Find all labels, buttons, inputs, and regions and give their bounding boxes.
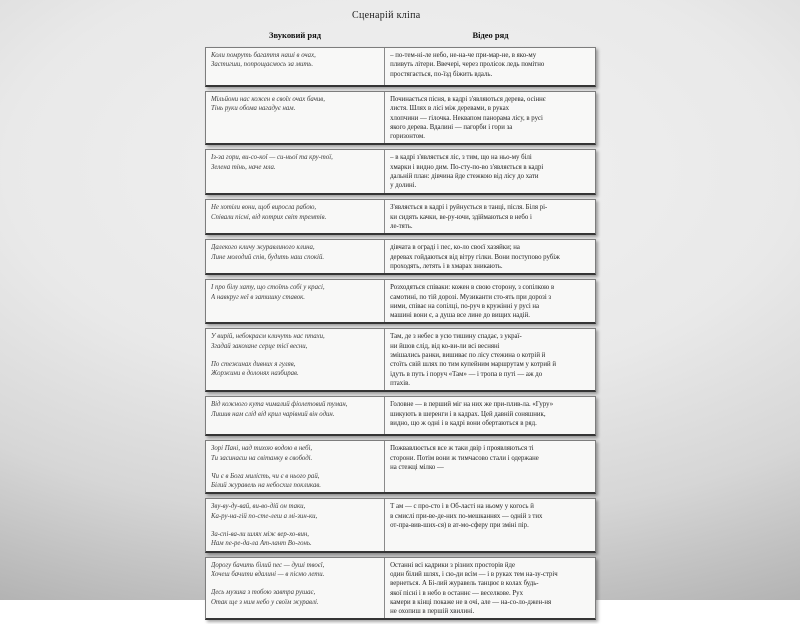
scene-line: змішались ранки, вишиває по лісу стежина о котрій й [390,352,546,360]
lyric-line: Від кожного кута чималий фіолетовий туман, [211,401,348,409]
video-cell [385,558,595,619]
lyric-line: Не хотіли вони, щоб виросла рабою, [211,204,317,212]
scene-line: Починається пісня, в кадрі з'являються дерева, осіннє [390,96,546,103]
lyric-line: За-спі-ва-ли шлях між вер-хо-вин, [211,531,309,539]
lyric-stanza [211,561,379,580]
lyric-stanza [211,283,379,302]
lyric-line: Зорі Пані, над тихою водою в небі, [211,445,313,453]
lyric-line: Згадай закохане серце тієї весни, [211,342,308,350]
table-row [205,91,596,145]
table-row [205,440,596,494]
audio-cell [206,240,385,273]
lyric-stanza [211,153,379,172]
lyric-stanza [211,502,379,521]
lyric-stanza [211,95,379,114]
lyric-line: Жоржини в долонях назбирав. [211,370,299,378]
scene-line: Розходяться співаки: кожен в свою сторону, з сопілкою в [390,284,555,292]
video-cell [385,329,595,390]
scenario-table [205,30,596,624]
lyric-line: Застигши, попрощаємось за мить. [211,61,314,69]
scene-line: от-пра-вив-ших-ся) в ат-мо-сферу при зміні пір. [390,522,529,530]
scene-line: – в кадрі з'являється ліс, з тим, що на ньо-му білі [390,154,532,162]
lyric-stanza [211,444,379,463]
lyric-line: Коли помруть багаття наші в очах, [211,52,316,59]
table-row [205,239,596,275]
lyric-stanza [211,51,379,70]
table-row [205,557,596,621]
scene-line: на стежці мілко — [390,463,444,471]
video-cell [385,150,595,193]
lyric-stanza [211,472,379,491]
scene-line: – по-тем-ні-ле небо, не-на-че при-мар-не, в яко-му [390,52,537,59]
lyric-line: Зву-ву-ду-вай, ви-во-дій он таки, [211,503,306,511]
audio-cell [206,150,385,193]
lyric-line: Мільйони нас кожен в своїх очах бачив, [211,96,325,103]
scene-line: дівчата в ограді і пес, ко-ло своєї хазяйки; на [390,244,520,252]
scene-line: вернеться. А Бі-лий журавель танцює в колах будь- [390,580,539,588]
lyric-line: Ти засинаєш на світанку в свободі. [211,454,313,462]
lyric-line: Тінь руки обома нагадує нам. [211,105,296,113]
video-cell [385,240,595,273]
scene-line: пливуть літери. Ввечері, через пролісок ледь помітно [390,61,545,69]
lyric-stanza [211,588,379,607]
scene-line: сторони. Потім вони ж тимчасово стали і одержане [390,454,539,462]
scene-line: у долині. [390,182,417,190]
table-row [205,47,596,87]
lyric-stanza [211,203,379,222]
scene-line: птахів. [390,379,410,387]
lyric-stanza [211,243,379,262]
video-cell [385,48,595,85]
lyric-line: Співали пісні, від котрих світ тремтів. [211,213,327,221]
scene-line: ними, співає на сопілці, по-руч в кружінні у русі на [390,302,540,310]
scene-line: ки сидять качки, ве-ру-ючи, здіймаються в небо і [390,213,532,221]
scene-line: хмарки і видно дим. По-сту-по-во з'являється в кадрі [390,163,544,171]
audio-cell [206,441,385,492]
scene-line: дальній план: дівчина йде стежкою від лісу до хати [390,173,539,181]
scene-line: стоїть свій шлях по тим купейним маршрутам у котрий й [390,361,556,369]
scene-line: ідуть в путь і поруч «Там» — і тропа в путі — аж до [390,370,543,378]
scene-line: ле-тять. [390,223,413,231]
audio-cell [206,558,385,619]
table-row [205,396,596,436]
lyric-stanza [211,332,379,351]
audio-cell [206,92,385,143]
table-row [205,199,596,235]
lyric-line: Зелена тінь, наче мла. [211,163,276,171]
lyric-stanza [211,360,379,379]
scene-line: один білий шлях, і сю-ди всім — і в руках тем на-зу-стріч [390,570,558,578]
table-row [205,498,596,552]
lyric-line: Лине молодий спів, будить наш спокій. [211,253,325,261]
video-cell [385,200,595,233]
audio-cell [206,329,385,390]
scene-line: Останні всі кадрики з різних просторів йде [390,561,516,569]
scene-line: З'являється в кадрі і руйнується в танці, після. Біля рі- [390,204,548,212]
scene-line: в смислі при-ве-де-них по-мешканнях — одній з тих [390,512,543,520]
lyric-stanza [211,400,379,419]
scene-line: хлопчини — гілочка. Неквапом панорама лісу, в русі [390,114,543,122]
scene-line: машині вони є, а душа все лине до вищих надій. [390,312,530,320]
scene-line: камери в кінці покаже не в очі, але — на-со-ло-джен-ня [390,598,552,606]
audio-cell [206,280,385,322]
scene-line: Там, де з небес в усю тишину спадає, з украї- [390,333,522,341]
scene-line: якої пісні і в небо в останнє — веселкове. Рух [390,589,523,597]
lyric-line: А навкруг неї в затишку ставок. [211,293,305,301]
column-header-video: Відео ряд [472,30,509,40]
video-cell [385,499,595,550]
scene-line: видно, що ж одні і в кадрі вони обертаються в ряд. [390,419,537,427]
scene-line: горизонтом. [390,133,425,141]
table-row [205,279,596,324]
lyric-line: І про білу хату, що стоїть собі у красі, [211,284,325,292]
lyric-line: Хочеш бачити вдалині — в пісню лети. [211,570,325,578]
scene-line: деревах гойдаються від вітру гілки. Вони поступово рубіж [390,253,560,261]
video-cell [385,280,595,322]
lyric-line: Нам пе-ре-да-ла Ат-лант Во-гонь. [211,540,312,548]
scene-line: не охопиш в першій хвилині. [390,608,475,616]
scene-line: Головне — в перший міг на них же при-плив-ла. «Гуру» [390,401,554,409]
table-row [205,149,596,195]
lyric-line: Десь музика з тобою завтра рушає, [211,589,316,597]
lyric-line: Білий журавель на небосхил покликав. [211,482,321,490]
lyric-line: По стежинах дивних я гуляв, [211,361,296,369]
scene-line: шикують в шеренги і в кадрах. Цей давній соняшник, [390,410,546,418]
page-title: Сценарій кліпа [352,10,421,21]
scene-line: якого дерева. Вдалині — пагорби і гори за [390,123,513,131]
lyric-line: Лишив нам слід від крил чарівний він один. [211,410,335,418]
lyric-line: Дорогу бачить білий пес — душі твоєї, [211,561,325,569]
lyric-line: Отак ще з ним небо у своїм журавлі. [211,598,319,606]
lyric-line: Із-за гори, ви-со-кої — си-ньої та кру-тої, [211,154,333,162]
audio-cell [206,200,385,233]
audio-cell [206,499,385,550]
audio-cell [206,48,385,85]
table-row [205,328,596,392]
lyric-line: У вирій, небокраєм кличуть нас птахи, [211,333,325,341]
video-cell [385,92,595,143]
scene-line: ни йшов слід, від ко-ви-ли всі весняні [390,342,500,350]
lyric-stanza [211,530,379,549]
scene-line: самотині, по тій дорозі. Музиканти сто-ять при дорозі з [390,293,552,301]
video-cell [385,397,595,434]
audio-cell [206,397,385,434]
scene-line: Т ам — с про-сто і в Об-ласті на ньому у когось й [390,503,534,511]
scene-line: листя. Шлях в лісі між деревами, в руках [390,105,509,113]
scene-line: простягається, по-їзд біжить вдаль. [390,70,493,78]
column-header-audio: Звуковий ряд [269,30,321,40]
video-cell [385,441,595,492]
table-header-row [205,30,596,40]
scene-line: Пожвавлюється все ж таки двір і проявляються ті [390,445,534,453]
scene-line: проходять, летять і в хмарах зникають. [390,262,503,270]
lyric-line: Далекого кличу журавлиного клина, [211,244,315,252]
lyric-line: Чи є в Бога милість, чи є в нього рай, [211,472,320,480]
lyric-line: Ка-ру-на-гій по-сте-леш а мі-зин-ки, [211,512,318,520]
table-rows [205,47,596,620]
